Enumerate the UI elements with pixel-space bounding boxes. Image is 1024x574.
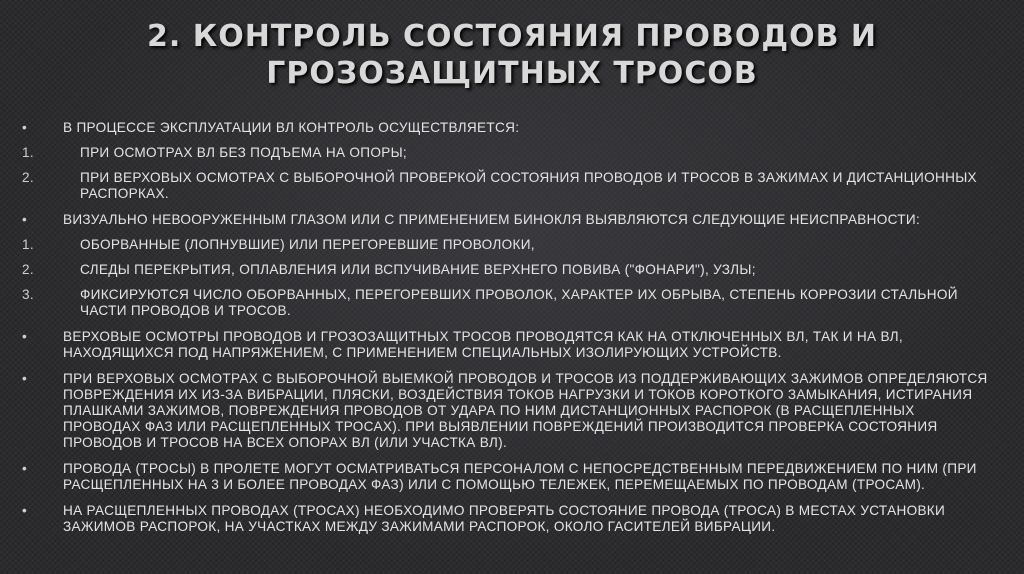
list-item: [22, 287, 992, 319]
list-item: [22, 145, 992, 161]
list-item-text: В ПРОЦЕССЕ ЭКСПЛУАТАЦИИ ВЛ КОНТРОЛЬ ОСУЩЕСТВЛЯЕТСЯ:: [63, 120, 520, 135]
number-marker: 2.: [22, 170, 34, 185]
bullet-marker: •: [22, 329, 28, 344]
list-item: [22, 262, 992, 278]
list-item-text: ПРОВОДА (ТРОСЫ) В ПРОЛЕТЕ МОГУТ ОСМАТРИВАТЬСЯ ПЕРСОНАЛОМ С НЕПОСРЕДСТВЕННЫМ ПЕРЕДВИЖЕНИЕМ ПО НИМ (ПРИ РАСЩЕПЛЕННЫХ НА 3 И БОЛЕЕ ПРОВОДАХ ФАЗ) ИЛИ С ПОМОЩЬЮ ТЕЛЕЖЕК, ПЕРЕМЕЩАЕМЫХ ПО ПРОВОДАМ (ТРОСАМ).: [63, 461, 977, 492]
list-item-text: ПРИ ОСМОТРАХ ВЛ БЕЗ ПОДЪЕМА НА ОПОРЫ;: [80, 145, 407, 160]
list-item: [22, 329, 992, 361]
bullet-marker: •: [22, 371, 28, 386]
bullet-marker: •: [22, 503, 28, 518]
list-item-text: НА РАСЩЕПЛЕННЫХ ПРОВОДАХ (ТРОСАХ) НЕОБХОДИМО ПРОВЕРЯТЬ СОСТОЯНИЕ ПРОВОДА (ТРОСА) В МЕСТАХ УСТАНОВКИ ЗАЖИМОВ РАСПОРОК, НА УЧАСТКАХ МЕЖДУ ЗАЖИМАМИ РАСПОРОК, ОКОЛО ГАСИТЕЛЕЙ ВИБРАЦИИ.: [63, 503, 946, 534]
slide-title: 2. КОНТРОЛЬ СОСТОЯНИЯ ПРОВОДОВ И ГРОЗОЗАЩИТНЫХ ТРОСОВ: [147, 19, 877, 91]
number-marker: 3.: [22, 287, 34, 302]
list-item-text: ОБОРВАННЫЕ (ЛОПНУВШИЕ) ИЛИ ПЕРЕГОРЕВШИЕ ПРОВОЛОКИ,: [80, 237, 535, 252]
list-item: [22, 371, 992, 451]
bullet-marker: •: [22, 120, 28, 135]
list-item-text: ВИЗУАЛЬНО НЕВООРУЖЕННЫМ ГЛАЗОМ ИЛИ С ПРИМЕНЕНИЕМ БИНОКЛЯ ВЫЯВЛЯЮТСЯ СЛЕДУЮЩИЕ НЕИСПРАВНОСТИ:: [63, 212, 921, 227]
list-item-text: ФИКСИРУЮТСЯ ЧИСЛО ОБОРВАННЫХ, ПЕРЕГОРЕВШИХ ПРОВОЛОК, ХАРАКТЕР ИХ ОБРЫВА, СТЕПЕНЬ КОРРОЗИИ СТАЛЬНОЙ ЧАСТИ ПРОВОДОВ И ТРОСОВ.: [80, 287, 958, 318]
list-item: [22, 237, 992, 253]
slide-content: [22, 120, 992, 535]
number-marker: 2.: [22, 262, 34, 277]
list-item: [22, 461, 992, 493]
list-item-text: СЛЕДЫ ПЕРЕКРЫТИЯ, ОПЛАВЛЕНИЯ ИЛИ ВСПУЧИВАНИЕ ВЕРХНЕГО ПОВИВА ("ФОНАРИ"), УЗЛЫ;: [80, 262, 756, 277]
list-item: [22, 503, 992, 535]
number-marker: 1.: [22, 237, 34, 252]
bullet-marker: •: [22, 212, 28, 227]
list-item: [22, 170, 992, 202]
list-item-text: ПРИ ВЕРХОВЫХ ОСМОТРАХ С ВЫБОРОЧНОЙ ВЫЕМКОЙ ПРОВОДОВ И ТРОСОВ ИЗ ПОДДЕРЖИВАЮЩИХ ЗАЖИМОВ ОПРЕДЕЛЯЮТСЯ ПОВРЕЖДЕНИЯ ИХ ИЗ-ЗА ВИБРАЦИИ, ПЛЯСКИ, ВОЗДЕЙСТВИЯ ТОКОВ НАГРУЗКИ И ТОКОВ КОРОТКОГО ЗАМЫКАНИЯ, ИСТИРАНИЯ ПЛАШКАМИ ЗАЖИМОВ, ПОВРЕЖДЕНИЯ ПРОВОДОВ ОТ УДАРА ПО НИМ ДИСТАНЦИОННЫХ РАСПОРОК (В РАСЩЕПЛЕННЫХ ПРОВОДАХ ФАЗ ИЛИ РАСЩЕПЛЕННЫХ ТРОСАХ). ПРИ ВЫЯВЛЕНИИ ПОВРЕЖДЕНИЙ ПРОИЗВОДИТСЯ ПРОВЕРКА СОСТОЯНИЯ ПРОВОДОВ И ТРОСОВ НА ВСЕХ ОПОРАХ ВЛ (ИЛИ УЧАСТКА ВЛ).: [63, 371, 988, 450]
list-item-text: ПРИ ВЕРХОВЫХ ОСМОТРАХ С ВЫБОРОЧНОЙ ПРОВЕРКОЙ СОСТОЯНИЯ ПРОВОДОВ И ТРОСОВ В ЗАЖИМАХ И ДИСТАНЦИОННЫХ РАСПОРКАХ.: [80, 170, 977, 201]
list-item-text: ВЕРХОВЫЕ ОСМОТРЫ ПРОВОДОВ И ГРОЗОЗАЩИТНЫХ ТРОСОВ ПРОВОДЯТСЯ КАК НА ОТКЛЮЧЕННЫХ ВЛ, ТАК И НА ВЛ, НАХОДЯЩИХСЯ ПОД НАПРЯЖЕНИЕМ, С ПРИМЕНЕНИЕМ СПЕЦИАЛЬНЫХ ИЗОЛИРУЮЩИХ УСТРОЙСТВ.: [63, 329, 903, 360]
number-marker: 1.: [22, 145, 34, 160]
list-item: [22, 120, 992, 136]
list-item: [22, 212, 992, 228]
bullet-marker: •: [22, 461, 28, 476]
